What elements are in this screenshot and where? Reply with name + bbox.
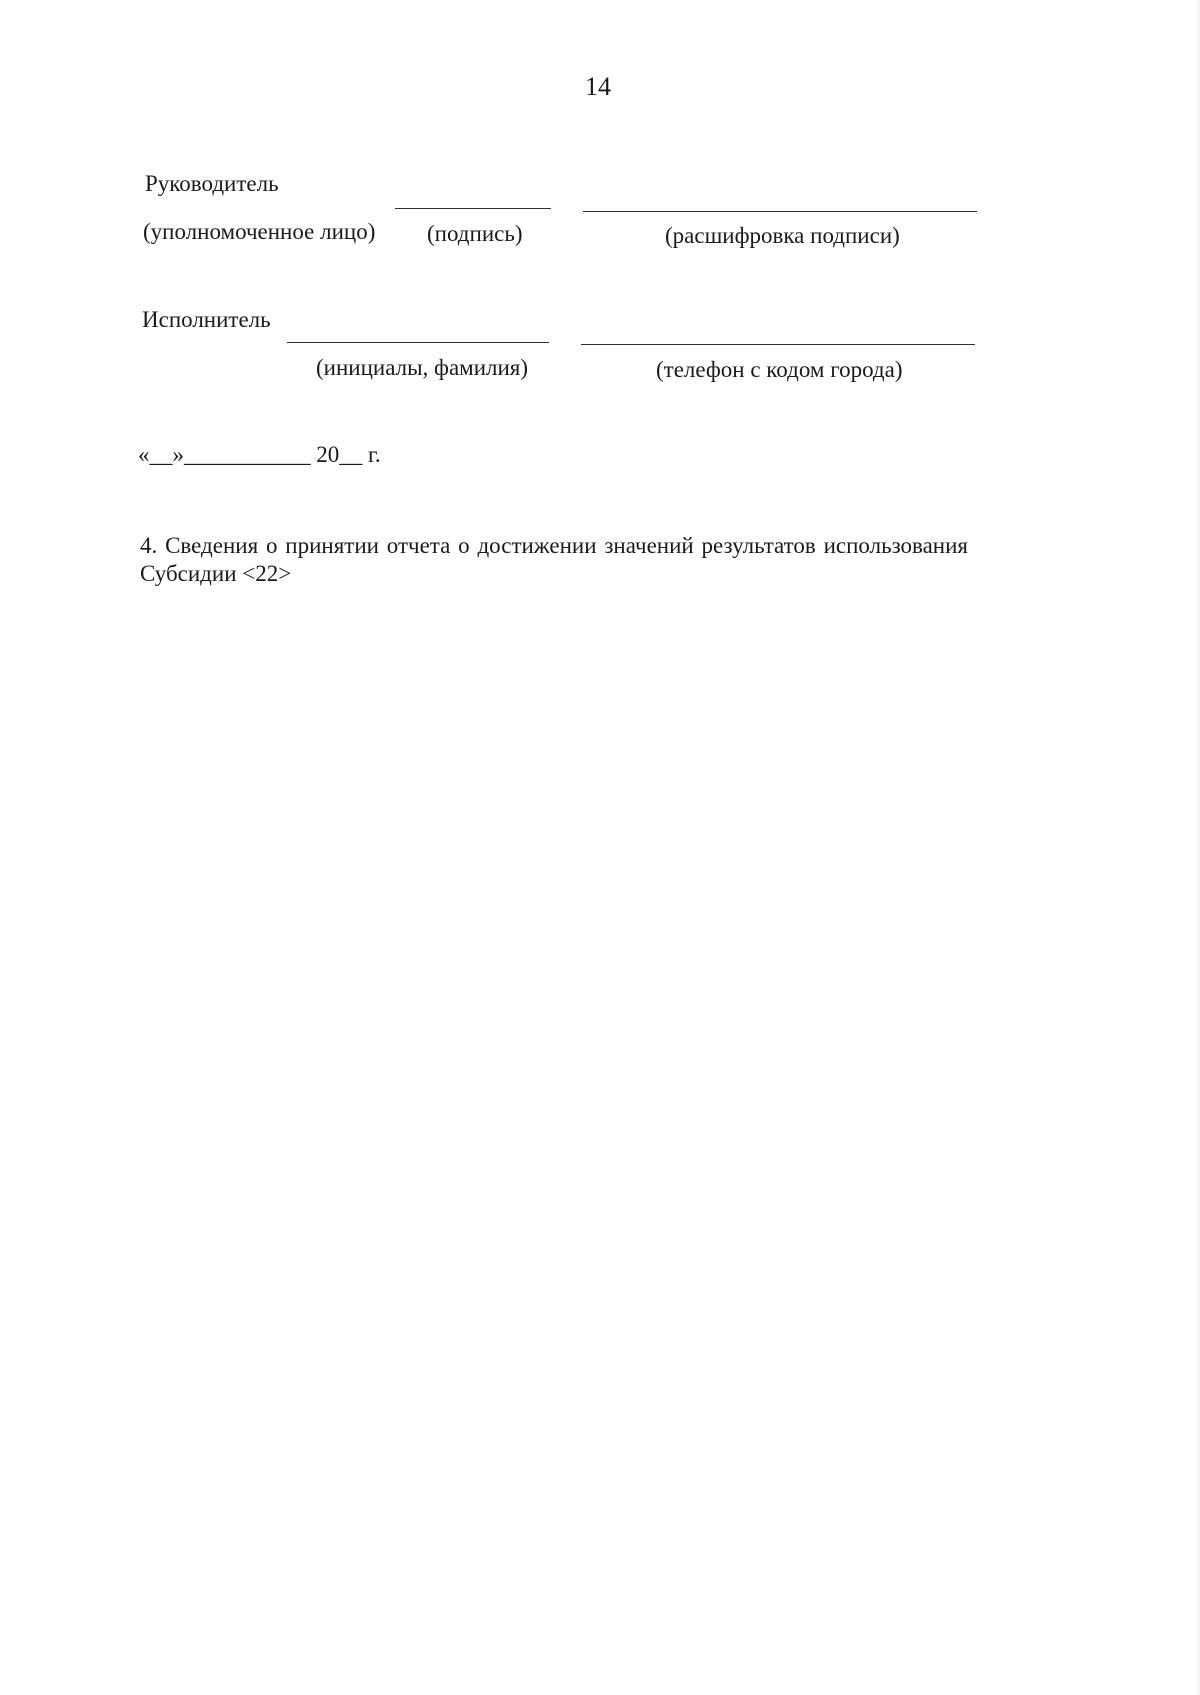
- section4-paragraph: 4. Сведения о принятии отчета о достижении значений результатов использования Субсидии <22>: [140, 533, 968, 586]
- phone-caption: (телефон с кодом города): [656, 357, 903, 382]
- date-day-blank: __: [149, 442, 173, 467]
- signature-caption: (подпись): [427, 221, 523, 246]
- date-close-quote: »: [172, 442, 184, 467]
- date-year-blank: __: [339, 442, 363, 467]
- date-line: [138, 441, 381, 469]
- scan-edge: [1194, 0, 1200, 1695]
- signature-line: [395, 208, 551, 209]
- initials-caption: (инициалы, фамилия): [316, 355, 529, 380]
- initials-line: [287, 342, 549, 343]
- manager-label: Руководитель: [145, 171, 279, 196]
- date-open-quote: «: [138, 442, 150, 467]
- signature-decoding-line: [583, 211, 977, 212]
- date-year-suffix: г.: [368, 442, 381, 467]
- phone-line: [581, 344, 975, 345]
- date-month-blank: ___________: [184, 442, 311, 467]
- signature-decoding-caption: (расшифровка подписи): [665, 223, 900, 248]
- page-number: 14: [585, 72, 611, 101]
- executor-label: Исполнитель: [142, 307, 271, 332]
- date-year-prefix: 20: [316, 442, 340, 467]
- manager-sublabel: (уполномоченное лицо): [143, 219, 376, 244]
